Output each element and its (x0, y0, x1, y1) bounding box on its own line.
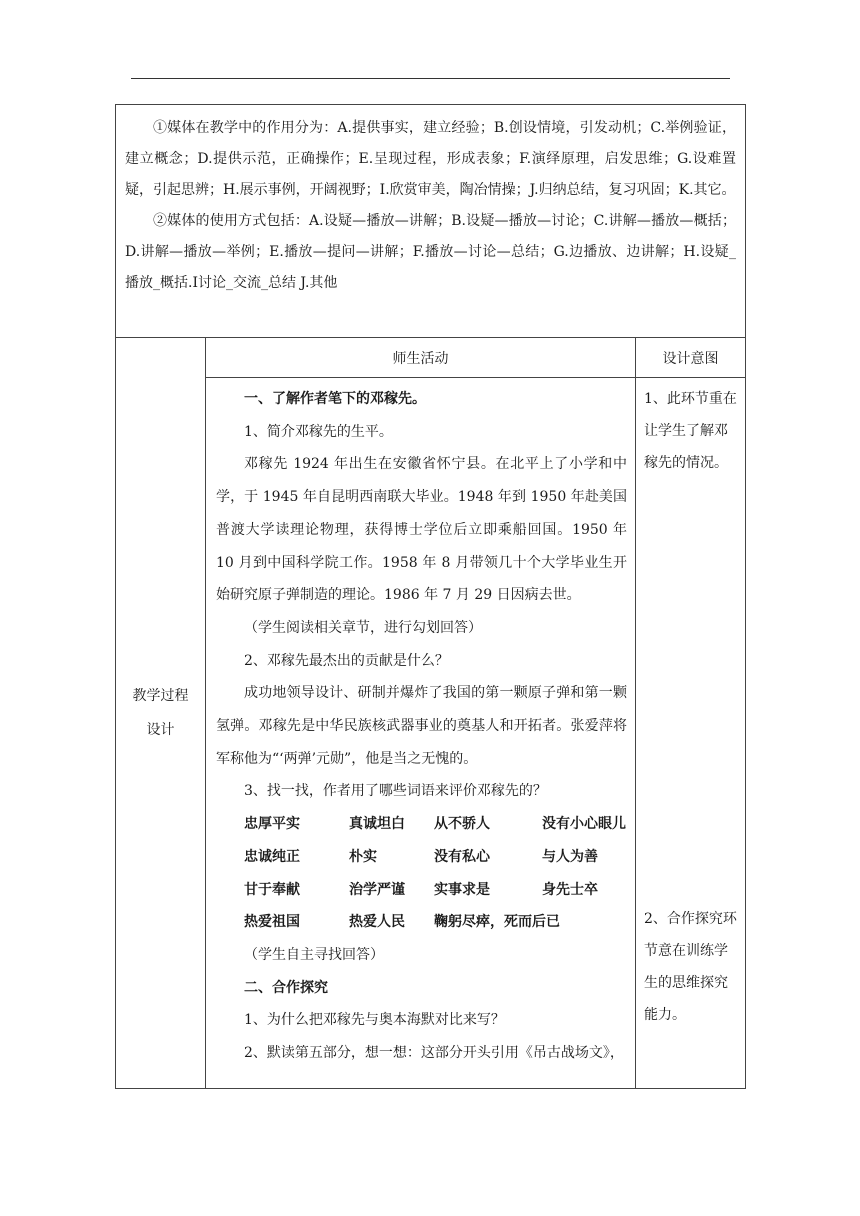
word: 从不骄人 (434, 816, 490, 833)
word: 没有私心 (434, 848, 490, 865)
table-header-row (116, 338, 746, 378)
section-label-line-1: 教学过程 (132, 688, 189, 704)
intent-item-2: 2、合作探究环节意在训练学生的思维探究能力。 (644, 911, 737, 1023)
question-1: 1、简介邓稼先的生平。 (244, 423, 393, 440)
biography-paragraph: 邓稼先 1924 年出生在安徽省怀宁县。在北平上了小学和中学，于 1945 年自昆明西南联大毕业。1948 年到 1950 年赴美国普渡大学读理论物理，获得博士学位后立即乘船回国。1950 年 10 月到中国科学院工作。1958 年 8 月带领几十个大学毕业生开始研究原子弹制造的理论。1986 年 7 月 29 日因病去世。 (216, 456, 627, 604)
word: 忠诚纯正 (244, 848, 300, 865)
question-2: 2、邓稼先最杰出的贡献是什么？ (244, 652, 449, 669)
media-intro-cell (116, 105, 746, 338)
activity-column-header: 师生活动 (206, 338, 636, 378)
question-4: 1、为什么把邓稼先与奥本海默对比来写？ (244, 1012, 505, 1029)
media-usage-paragraph: ②媒体的使用方式包括：A.设疑—播放—讲解；B.设疑—播放—讨论；C.讲解—播放—概括；D.讲解—播放—举例；E.播放—提问—讲解；F.播放—讨论—总结；G.边播放、边讲解；H.设疑_播放_概括.I讨论_交流_总结 J.其他 (125, 213, 736, 291)
word: 没有小心眼儿 (542, 816, 626, 833)
section-label-line-2: 设计 (146, 722, 175, 738)
content-row (116, 378, 746, 1089)
student-note-2: （学生自主寻找回答） (244, 946, 384, 963)
word: 与人为善 (542, 848, 598, 865)
word: 朴实 (349, 848, 377, 865)
heading-cooperative-inquiry: 二、合作探究 (244, 979, 328, 996)
word: 热爱祖国 (244, 914, 300, 931)
activity-cell (206, 378, 636, 1089)
intent-item-1: 1、此环节重在让学生了解邓稼先的情况。 (644, 391, 737, 471)
word: 真诚坦白 (349, 816, 405, 833)
header-rule (131, 78, 730, 79)
word: 热爱人民 (349, 914, 405, 931)
media-function-paragraph: ①媒体在教学中的作用分为：A.提供事实，建立经验；B.创设情境，引发动机；C.举例验证，建立概念；D.提供示范，正确操作；E.呈现过程，形成表象；F.演绎原理，启发思维；G.设难置疑，引起思辨；H.展示事例，开阔视野；I.欣赏审美，陶冶情操；J.归纳总结，复习巩固；K.其它。 (125, 120, 736, 198)
media-intro-row (116, 105, 746, 338)
word: 忠厚平实 (244, 816, 300, 833)
answer-2: 成功地领导设计、研制并爆炸了我国的第一颗原子弹和第一颗氢弹。邓稼先是中华民族核武器事业的奠基人和开拓者。张爱萍将军称他为“‘两弹’元勋”，他是当之无愧的。 (216, 685, 627, 767)
word: 身先士卒 (542, 881, 598, 898)
evaluation-words-grid (216, 808, 627, 939)
heading-understand-deng: 一、了解作者笔下的邓稼先。 (244, 391, 426, 407)
intent-column-header: 设计意图 (636, 338, 746, 378)
section-label-cell (116, 338, 206, 1089)
word: 治学严谨 (349, 881, 405, 898)
word: 鞠躬尽瘁，死而后已 (434, 914, 560, 931)
word: 实事求是 (434, 881, 490, 898)
lesson-plan-table (115, 104, 746, 1089)
question-5: 2、默读第五部分，想一想：这部分开头引用《吊古战场文》， (244, 1045, 624, 1062)
intent-cell (636, 378, 746, 1089)
word: 甘于奉献 (244, 881, 300, 898)
student-note-1: （学生阅读相关章节，进行勾划回答） (244, 619, 482, 636)
question-3: 3、找一找，作者用了哪些词语来评价邓稼先的？ (244, 783, 547, 800)
